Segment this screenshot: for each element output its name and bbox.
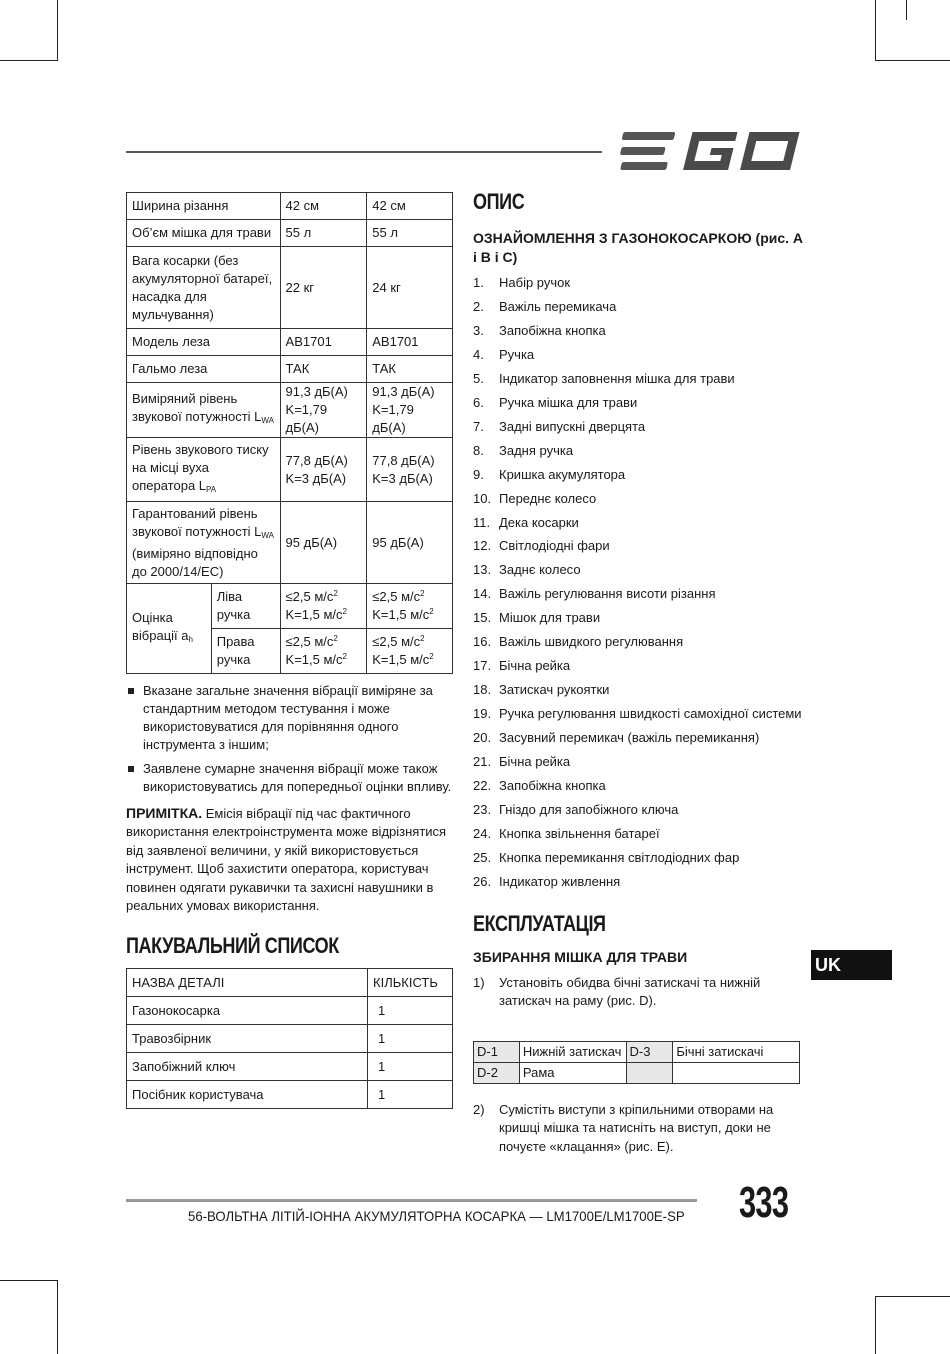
parts-list-item: 20. Засувний перемикач (важіль перемикання) [473,730,760,746]
vibration-bullets [126,682,456,802]
step-list [473,974,803,1011]
parts-list-item: 9. Кришка акумулятора [473,466,626,482]
parts-list-item: 25. Кнопка перемикання світлодіодних фар [473,849,740,865]
spec-value: ≤2,5 $м/с^2$ K=1,5 $м/с^2$ [280,629,367,674]
legend-value [673,1063,800,1084]
legend-key [626,1063,673,1084]
spec-value: 91,3 дБ(A) K=1,79 дБ(A) [367,383,453,438]
parts-list-item: 12. Світлодіодні фари [473,538,610,554]
description-title: ОПИС [473,189,525,214]
parts-list-item: 8. Задня ручка [473,442,574,458]
spec-value: 24 кг [367,247,453,329]
parts-list-item: 19. Ручка регулювання швидкості самохідної системи [473,706,802,722]
step-item: 2) Сумістіть виступи з кріпильними отворами на кришці мішка та натисніть на виступ, доки не почуєте «клацання» (рис. E). [473,1102,774,1154]
step-list [473,1101,803,1156]
operation-title: ЕКСПЛУАТАЦІЯ [473,911,606,936]
footer-rule [126,1199,697,1202]
spec-value: 42 см [280,193,367,220]
vibration-right-label: Права ручка [211,629,280,674]
spec-label: Модель леза [127,329,281,356]
note-paragraph: ПРИМІТКА. Емісія вібрації під час фактичного використання електроінструмента може відрізнятися від заявленої величини, у якій використовується інструмент. Щоб захистити оператора, користувач повинен одягати рукавички та захисні навушники в реальних умовах використання. [126,805,447,914]
spec-label: Гарантований рівень звукової потужності $L_{WA}$ (виміряно відповідно до 2000/14/EC) [127,502,281,584]
operation-subtitle: ЗБИРАННЯ МІШКА ДЛЯ ТРАВИ [473,949,688,965]
spec-value: 95 дБ(A) [280,502,367,584]
spec-table [126,192,453,674]
step-item: 1) Установіть обидва бічні затискачі та нижній затискач на раму (рис. D). [473,975,761,1009]
legend-key: D-2 [474,1063,520,1084]
spec-value: 42 см [367,193,453,220]
parts-list-item: 13. Заднє колесо [473,562,581,578]
vibration-left-label: Ліва ручка [211,584,280,629]
spec-label: Вага косарки (без акумуляторної батареї, насадка для мульчування) [127,247,281,329]
parts-list-item: 7. Задні випускні дверцята [473,418,646,434]
parts-list [473,272,803,895]
parts-list-item: 2. Важіль перемикача [473,298,617,314]
parts-list-item: 17. Бічна рейка [473,658,571,674]
parts-list-item: 3. Запобіжна кнопка [473,322,606,338]
header-rule [126,151,602,153]
legend-value: Рама [519,1063,626,1084]
page-number: 333 [739,1178,789,1227]
parts-list-item: 23. Гніздо для запобіжного ключа [473,801,679,817]
packing-title: ПАКУВАЛЬНИЙ СПИСОК [126,933,339,958]
spec-value: ≤2,5 $м/с^2$ K=1,5 $м/с^2$ [280,584,367,629]
parts-list-item: 10. Переднє колесо [473,490,597,506]
parts-list-item: 5. Індикатор заповнення мішка для трави [473,370,735,386]
spec-value: 55 л [280,220,367,247]
parts-list-item: 18. Затискач рукоятки [473,682,610,698]
spec-value: 91,3 дБ(A) K=1,79 дБ(A) [280,383,367,438]
part-qty: 1 [368,1081,453,1109]
parts-list-item: 15. Мішок для трави [473,610,601,626]
column-header: НАЗВА ДЕТАЛІ [127,969,368,997]
spec-value: AB1701 [367,329,453,356]
spec-value: 22 кг [280,247,367,329]
part-name: Травозбірник [127,1025,368,1053]
spec-value: ТАК [280,356,367,383]
legend-value: Бічні затискачі [673,1042,800,1063]
part-qty: 1 [368,1053,453,1081]
parts-list-item: 6. Ручка мішка для трави [473,394,638,410]
spec-value: AB1701 [280,329,367,356]
parts-list-item: 11. Дека косарки [473,514,579,530]
language-tab: UK [811,950,892,980]
part-name: Запобіжний ключ [127,1053,368,1081]
description-subtitle: ОЗНАЙОМЛЕННЯ З ГАЗОНОКОСАРКОЮ (рис. A і B і C) [473,230,803,265]
spec-value: ≤2,5 $м/с^2$ K=1,5 $м/с^2$ [367,584,453,629]
spec-label: Гальмо леза [127,356,281,383]
parts-list-item: 21. Бічна рейка [473,754,571,770]
spec-label: Ширина різання [127,193,281,220]
spec-value: ≤2,5 $м/с^2$ K=1,5 $м/с^2$ [367,629,453,674]
parts-list-item: 4. Ручка [473,346,535,362]
column-header: КІЛЬКІСТЬ [368,969,453,997]
parts-list-item: 1. Набір ручок [473,275,571,290]
ego-logo [618,130,800,172]
part-qty: 1 [368,997,453,1025]
spec-value: 95 дБ(A) [367,502,453,584]
part-name: Посібник користувача [127,1081,368,1109]
packing-table [126,968,453,1109]
part-name: Газонокосарка [127,997,368,1025]
spec-value: ТАК [367,356,453,383]
spec-label: Рівень звукового тиску на місці вуха оператора $L_{PA}$ [127,438,281,502]
bullet-item: Вказане загальне значення вібрації виміряне за стандартним методом тестування і може використовуватися для порівняння одного інструмента з іншим; [126,682,456,754]
parts-list-item: 26. Індикатор живлення [473,873,621,889]
bullet-item: Заявлене сумарне значення вібрації може також використовуватись для попередньої оцінки впливу. [126,760,456,796]
legend-key: D-3 [626,1042,673,1063]
parts-list-item: 22. Запобіжна кнопка [473,778,606,794]
parts-list-item: 16. Важіль швидкого регулювання [473,634,684,650]
vibration-label: Оцінка вібрації $a_h$ [127,584,212,674]
parts-list-item: 24. Кнопка звільнення батареї [473,825,660,841]
spec-value: 55 л [367,220,453,247]
parts-list-item: 14. Важіль регулювання висоти різання [473,586,716,602]
legend-key: D-1 [474,1042,520,1063]
figure-d-legend [473,1041,800,1084]
spec-value: 77,8 дБ(A) K=3 дБ(A) [280,438,367,502]
part-qty: 1 [368,1025,453,1053]
spec-label: Виміряний рівень звукової потужності $L_{WA}$ [127,383,281,438]
spec-label: Об’єм мішка для трави [127,220,281,247]
footer-title: 56-ВОЛЬТНА ЛІТІЙ-ІОННА АКУМУЛЯТОРНА КОСАРКА — LM1700E/LM1700E-SP [188,1208,685,1224]
legend-value: Нижній затискач [519,1042,626,1063]
spec-value: 77,8 дБ(A) K=3 дБ(A) [367,438,453,502]
